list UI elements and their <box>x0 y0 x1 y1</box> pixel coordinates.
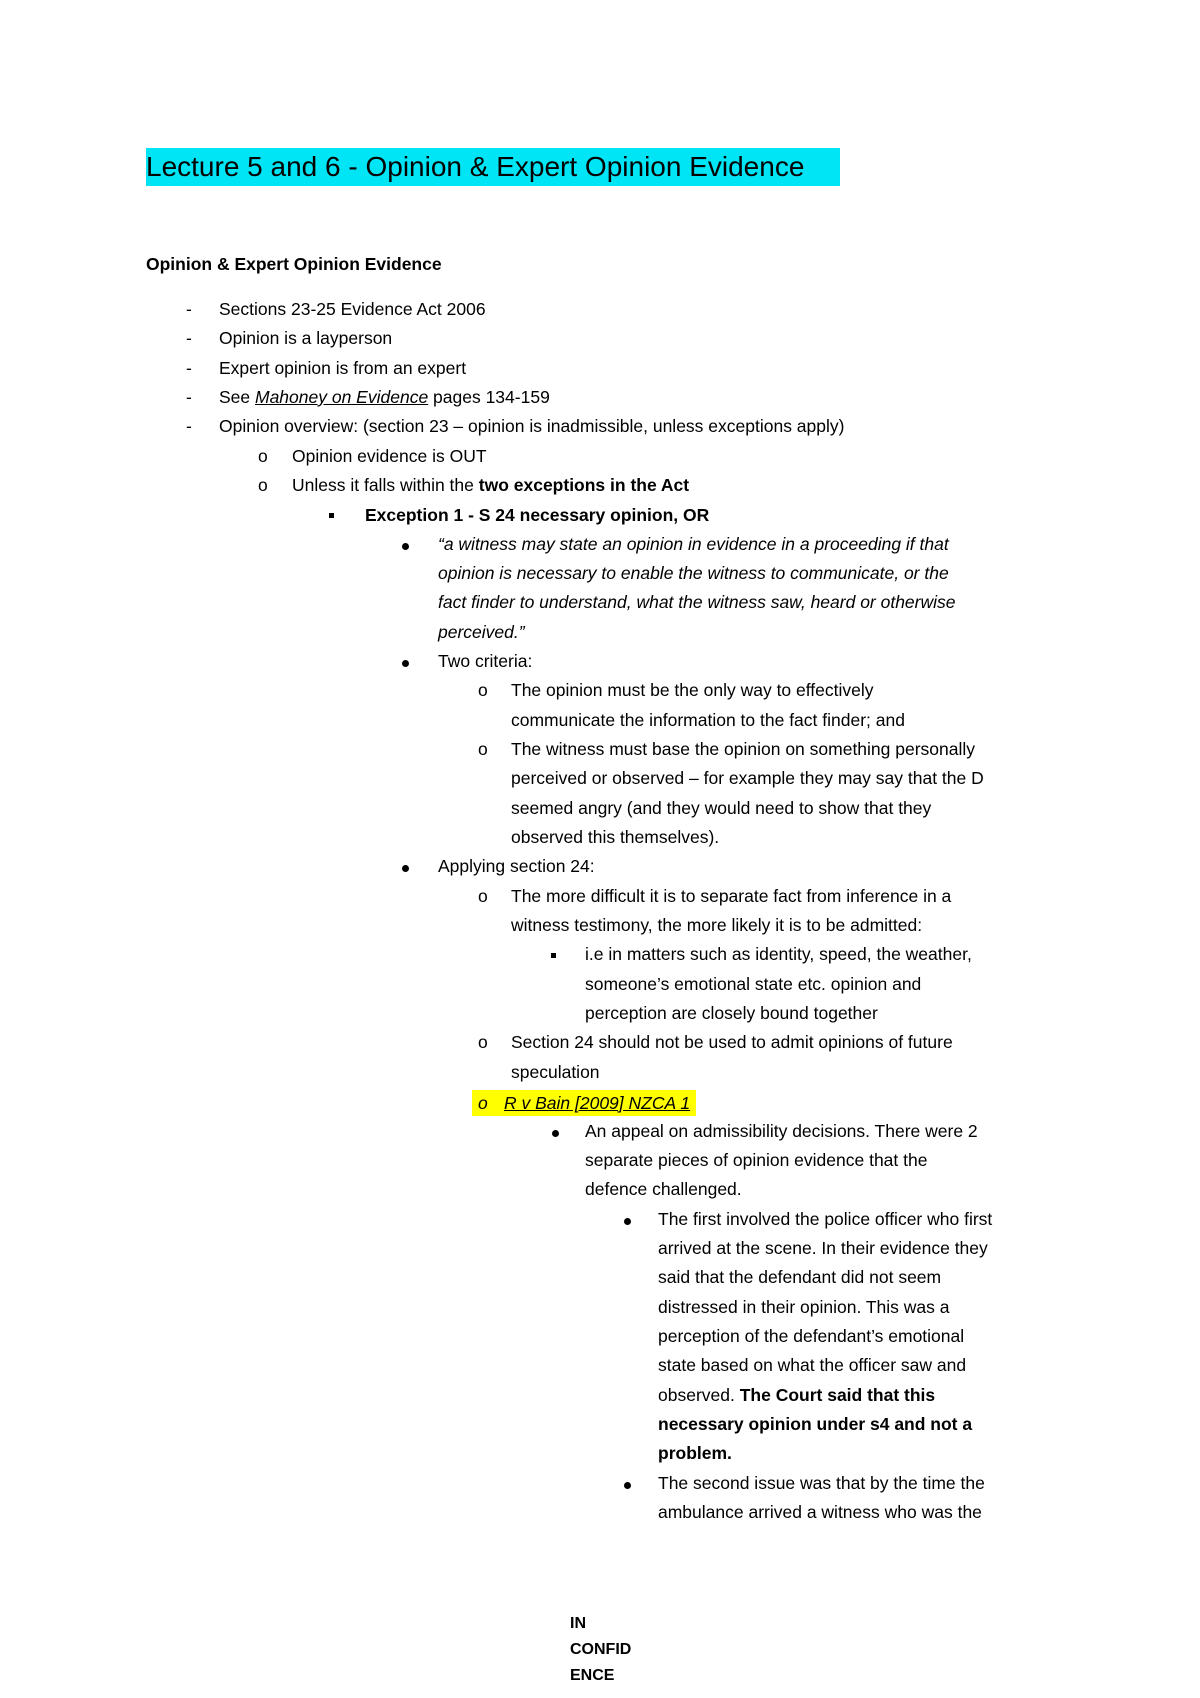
text-line: communicate the information to the fact finder; and <box>511 710 905 730</box>
case-citation-highlight <box>472 1090 696 1116</box>
dash-bullet: - <box>186 416 192 436</box>
square-bullet <box>551 953 556 958</box>
text-line: The witness must base the opinion on something personally <box>511 739 976 759</box>
text-line: The more difficult it is to separate fact from inference in a <box>511 886 952 906</box>
text-line: i.e in matters such as identity, speed, the weather, <box>585 944 972 964</box>
text-line: someone’s emotional state etc. opinion and <box>585 974 922 994</box>
list-item: Opinion overview: (section 23 – opinion is inadmissible, unless exceptions apply) <box>219 416 845 436</box>
quote-line: “a witness may state an opinion in evidence in a proceeding if that <box>438 534 949 554</box>
text-line: distressed in their opinion. This was a <box>658 1297 950 1317</box>
list-item <box>292 474 689 496</box>
text-line: The second issue was that by the time the <box>658 1473 985 1493</box>
text-line <box>658 1384 935 1406</box>
quote-line: fact finder to understand, what the witness saw, heard or otherwise <box>438 592 956 612</box>
round-bullet <box>402 660 409 667</box>
round-bullet <box>402 865 409 872</box>
list-item: Opinion evidence is OUT <box>292 446 487 466</box>
footer-line: ENCE <box>570 1667 615 1684</box>
text-line: defence challenged. <box>585 1179 742 1199</box>
text-line: The opinion must be the only way to effectively <box>511 680 874 700</box>
quote-line: opinion is necessary to enable the witness to communicate, or the <box>438 563 949 583</box>
see-prefix: See <box>219 387 255 407</box>
round-bullet <box>624 1218 631 1225</box>
observed-text: observed. <box>658 1385 740 1405</box>
dash-bullet: - <box>186 387 192 407</box>
dash-bullet: - <box>186 358 192 378</box>
list-item: Opinion is a layperson <box>219 328 393 348</box>
pages-suffix: pages 134-159 <box>428 387 550 407</box>
text-line: speculation <box>511 1062 600 1082</box>
list-item: Sections 23-25 Evidence Act 2006 <box>219 299 486 319</box>
text-line: perceived or observed – for example they may say that the D <box>511 768 984 788</box>
text-line: The first involved the police officer who first <box>658 1209 993 1229</box>
circle-bullet: o <box>478 739 488 759</box>
text-line: witness testimony, the more likely it is to be admitted: <box>511 915 923 935</box>
text-line: An appeal on admissibility decisions. There were 2 <box>585 1121 978 1141</box>
unless-text: Unless it falls within the <box>292 475 479 495</box>
case-citation: R v Bain [2009] NZCA 1 <box>504 1093 691 1113</box>
dash-bullet: - <box>186 299 192 319</box>
footer-line: CONFID <box>570 1641 632 1658</box>
round-bullet <box>402 543 409 550</box>
text-line: state based on what the officer saw and <box>658 1355 967 1375</box>
text-line: problem. <box>658 1443 732 1463</box>
list-item: Applying section 24: <box>438 856 595 876</box>
dash-bullet: - <box>186 328 192 348</box>
list-item <box>219 386 550 408</box>
text-line: Section 24 should not be used to admit opinions of future <box>511 1032 953 1052</box>
quote-line: perceived.” <box>438 622 525 642</box>
text-line: necessary opinion under s4 and not a <box>658 1414 973 1434</box>
page-title: Lecture 5 and 6 - Opinion & Expert Opinion Evidence <box>146 151 805 182</box>
circle-bullet: o <box>478 1032 488 1052</box>
text-line: observed this themselves). <box>511 827 720 847</box>
text-line: seemed angry (and they would need to show that they <box>511 798 932 818</box>
round-bullet <box>624 1482 631 1489</box>
section-heading: Opinion & Expert Opinion Evidence <box>146 254 442 274</box>
round-bullet <box>552 1130 559 1137</box>
text-line: ambulance arrived a witness who was the <box>658 1502 982 1522</box>
exception-1-heading: Exception 1 - S 24 necessary opinion, OR <box>365 505 710 525</box>
square-bullet <box>329 513 334 518</box>
footer-line: IN <box>570 1615 586 1632</box>
text-line: perception of the defendant’s emotional <box>658 1326 965 1346</box>
circle-bullet: o <box>258 475 268 495</box>
text-line: said that the defendant did not seem <box>658 1267 942 1287</box>
circle-bullet: o <box>478 680 488 700</box>
exceptions-emphasis: two exceptions in the Act <box>478 475 690 495</box>
list-item: Expert opinion is from an expert <box>219 358 467 378</box>
circle-bullet: o <box>478 1093 488 1113</box>
circle-bullet: o <box>258 446 268 466</box>
book-reference: Mahoney on Evidence <box>255 387 429 407</box>
text-line: arrived at the scene. In their evidence they <box>658 1238 988 1258</box>
text-line: perception are closely bound together <box>585 1003 878 1023</box>
text-line: separate pieces of opinion evidence that the <box>585 1150 928 1170</box>
circle-bullet: o <box>478 886 488 906</box>
court-finding: The Court said that this <box>739 1385 936 1405</box>
list-item: Two criteria: <box>438 651 533 671</box>
